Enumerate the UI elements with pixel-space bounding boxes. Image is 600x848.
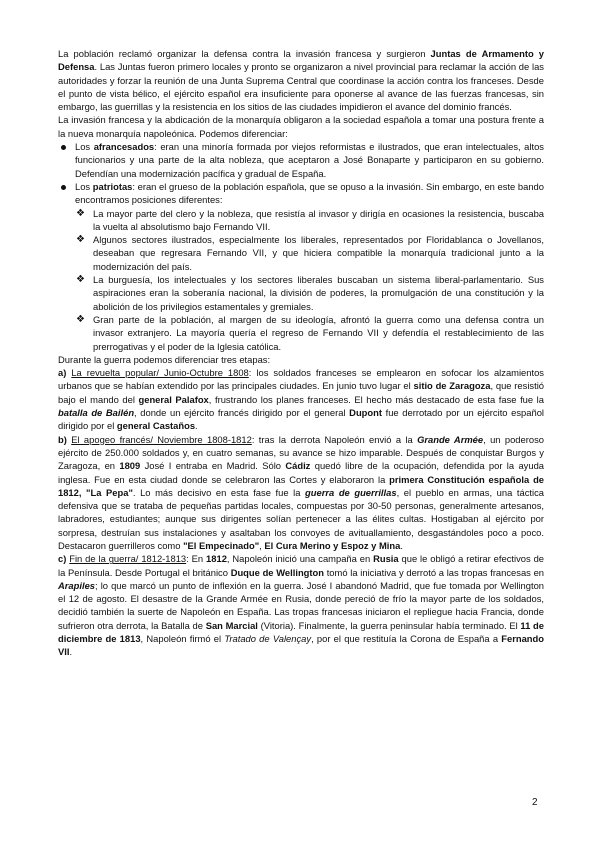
- list-item-afrancesados: [58, 140, 544, 180]
- stages-intro: Durante la guerra podemos diferenciar tres etapas:: [58, 353, 271, 365]
- stage-a-title: La revuelta popular/ Junio-Octubre 1808: [71, 367, 249, 379]
- stage-c-text: : En: [186, 553, 207, 565]
- stage-c-text: tomó la iniciativa y derrotó a las tropas francesas en: [323, 566, 545, 578]
- stage-a-text: , frustrando los planes franceses. El hecho más destacado de esta fase fue la: [208, 393, 544, 405]
- intro-text-1: La población reclamó organizar la defensa contra la invasión francesa y surgieron: [58, 48, 431, 59]
- stage-a-bold: general Castaños: [116, 420, 196, 432]
- stage-c-text: ; lo que marcó un punto de inflexión en la guerra. José I abandonó Madrid, que fue tomada por Wellington el 12 de agosto. El desastre de la Grande Armée en Rusia, donde pereció de frío la mayor parte de los soldados, decidió también la suerte de Napoleón en España. Las tropas francesas iniciaron el repliegue hacia Francia, donde sufrieron otra derrota, la Batalla de: [58, 579, 544, 631]
- stage-c-letter: c): [58, 553, 70, 565]
- stage-a-text: , que resistió bajo el mando del: [58, 380, 544, 405]
- sublist-item-text: La burguesía, los intelectuales y los sectores liberales buscaban un sistema liberal-parlamentario. Sus aspiraciones eran la soberanía nacional, la división de poderes, la promulgación de una constitución y la abolición de los privilegios estamentales y gremiales.: [93, 274, 544, 312]
- stage-a-text: , donde un ejército francés dirigido por el general: [134, 407, 350, 419]
- stage-b-bold-italic: guerra de guerrillas: [305, 486, 397, 498]
- intro-paragraph: [58, 47, 544, 113]
- stage-b-bold-italic: Grande Armée: [417, 433, 484, 445]
- diamond-bullet-icon: ❖: [76, 234, 85, 246]
- bullet-icon: [61, 145, 66, 150]
- bullet-icon: [61, 185, 66, 190]
- page-number: 2: [532, 797, 538, 808]
- invasion-paragraph: La invasión francesa y la abdicación de la monarquía obligaron a la sociedad española a tomar una postura frente a la nueva monarquía napoleónica. Podemos diferenciar:: [58, 114, 544, 139]
- sublist-item: [75, 233, 544, 273]
- stage-c-bold: Duque de Wellington: [230, 566, 324, 578]
- stage-b-bold: Cádiz: [285, 460, 311, 472]
- stage-b-text: José I entraba en Madrid. Sólo: [140, 460, 286, 472]
- stage-b-paragraph: [58, 433, 544, 553]
- stage-c-title: Fin de la guerra/ 1812-1813: [69, 553, 187, 565]
- list-item-patriotas: [58, 180, 544, 353]
- stage-a-bold: sitio de Zaragoza: [413, 380, 491, 392]
- diamond-bullet-icon: ❖: [76, 313, 85, 325]
- stage-a-letter: a): [58, 367, 72, 379]
- stage-b-text: : tras la derrota Napoleón envió a la: [251, 433, 418, 445]
- patriotas-sublist: [75, 207, 544, 353]
- sublist-item-text: Algunos sectores ilustrados, especialmente los liberales, representados por Floridablanca o Jovellanos, deseaban que regresara Fernando VII, y que hiciera compatible la monarquía tradicional junto a la modernización del país.: [93, 234, 544, 272]
- stage-c-text: , Napoleón firmó el: [140, 633, 225, 645]
- stage-c-bold-italic: Arapiles: [58, 579, 95, 591]
- sublist-item: [75, 273, 544, 313]
- stage-b-title: El apogeo francés/ Noviembre 1808-1812: [71, 433, 252, 445]
- stage-b-text: , un poderoso ejército de 250.000 soldados y, en cuatro semanas, su avance se hizo imparable. Después de conquistar Burgos y Zaragoza, en: [58, 433, 544, 472]
- stage-c-italic: Tratado de Valençay: [224, 633, 312, 645]
- stage-b-text: ,: [259, 539, 265, 551]
- stage-c-text: , Napoleón inició una campaña en: [226, 553, 374, 565]
- stage-b-bold: 1809: [119, 460, 141, 472]
- stage-b-text: . Lo más decisivo en esta fase fue la: [132, 486, 306, 498]
- stage-c-text: .: [69, 646, 73, 658]
- patriotas-prefix: Los: [75, 180, 93, 192]
- afrancesados-prefix: Los: [75, 141, 94, 153]
- intro-text-2: . Las Juntas fueron primero locales y pronto se organizaron a nivel provincial para reclamar la acción de las autoridades y forzar la reunión de una Junta Suprema Central que coordinase la acción contra los franceses. Desde el punto de vista bélico, el ejército español era insuficiente para oponerse al avance de las fuerzas francesas, sin embargo, las guerrillas y la resistencia en los sitios de las ciudades impidieron el avance del dominio francés.: [58, 61, 544, 113]
- stage-c-text: que le obligó a retirar efectivos de la Península. Desde Portugal el británico: [58, 553, 545, 578]
- afrancesados-term: afrancesados: [93, 141, 155, 153]
- diamond-bullet-icon: ❖: [76, 207, 85, 219]
- stage-b-bold: "El Empecinado": [183, 539, 260, 551]
- stage-c-bold: Fernando VII: [58, 633, 544, 658]
- sublist-item: [75, 313, 544, 353]
- diamond-bullet-icon: ❖: [76, 274, 85, 286]
- stage-a-text: fue derrotado por un ejército español dirigido por el: [58, 407, 544, 432]
- stage-a-text: : los soldados franceses se emplearon en sofocar los alzamientos urbanos que se habían extendido por las principales ciudades. En junio tuvo lugar el: [58, 367, 544, 392]
- stage-b-letter: b): [58, 433, 72, 445]
- sublist-item: [75, 207, 544, 234]
- stage-c-text: (Vitoria). Finalmente, la guerra peninsular había terminado. El: [257, 619, 521, 631]
- stage-a-bold-italic: batalla de Bailén: [58, 407, 135, 419]
- afrancesados-text: : eran una minoría formada por viejos reformistas e ilustrados, que eran intelectuales, altos funcionarios y una parte de la alta nobleza, que aceptaron a José Bonaparte y participaron en su gobierno. Defendían una modernización pacífica y gradual de España.: [75, 141, 544, 179]
- stage-c-bold: 1812: [206, 553, 227, 565]
- stage-c-bold: Rusia: [373, 553, 399, 565]
- patriotas-term: patriotas: [92, 180, 133, 192]
- groups-list: [58, 140, 544, 353]
- stage-b-bold: El Cura Merino y Espoz y Mina: [264, 539, 401, 551]
- stage-b-text: , el pueblo en armas, una táctica defensiva que se trataba de pequeñas partidas locales, compuestas por 30-50 personas, generalmente artesanos, labradores, estudiantes; aunque sus dirigentes solían pertenecer a las élites cultas. Hostigaban al ejército por sorpresa, destruían sus instalaciones y asaltaban los convoyes de avituallamiento, desgastándoles poco a poco. Destacaron guerrilleros como: [58, 486, 544, 551]
- stage-a-text: .: [195, 420, 198, 432]
- stage-a-bold: Dupont: [349, 407, 382, 419]
- stage-a-bold: general Palafox: [138, 393, 209, 405]
- stage-c-text: , por el que restituía la Corona de España a: [311, 633, 502, 645]
- stage-c-paragraph: [58, 552, 544, 658]
- stage-b-text: quedó libre de la ocupación, defendida por la ayuda inglesa. Fue en esta ciudad donde se celebraron las Cortes y elaboraron la: [58, 460, 544, 485]
- patriotas-text: : eran el grueso de la población española, que se opuso a la invasión. Sin embargo, en este bando encontramos posiciones diferentes:: [75, 180, 544, 206]
- stage-b-bold: primera Constitución española de 1812, "La Pepa": [58, 473, 545, 498]
- page-content: [58, 47, 544, 659]
- stage-a-paragraph: [58, 366, 544, 432]
- juntas-term: Juntas de Armamento y Defensa: [58, 48, 544, 73]
- sublist-item-text: Gran parte de la población, al margen de su ideología, afrontó la guerra como una defensa contra un invasor extranjero. La mayoría quería el regreso de Fernando VII y defendía el restablecimiento de las prerrogativas y el poder de la Iglesia católica.: [93, 313, 544, 352]
- stage-c-bold: 11 de diciembre de 1813: [58, 619, 544, 645]
- stage-b-text: .: [400, 539, 403, 551]
- sublist-item-text: La mayor parte del clero y la nobleza, que resistía al invasor y dirigía en ocasiones la resistencia, buscaba la vuelta al absolutismo bajo Fernando VII.: [93, 207, 544, 232]
- stage-c-bold: San Marcial: [205, 619, 258, 631]
